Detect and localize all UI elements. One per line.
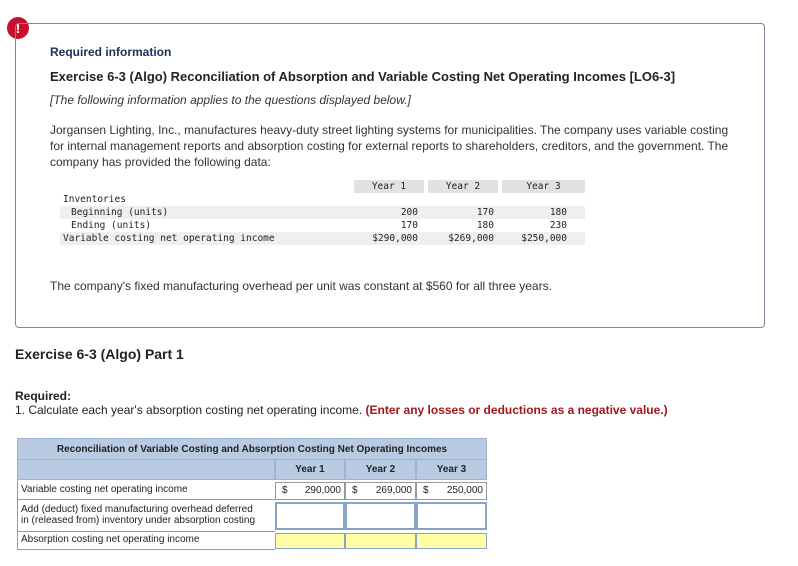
row-label: Beginning (units) xyxy=(71,207,169,218)
column-header-year-3: Year 3 xyxy=(502,180,585,193)
table-row xyxy=(60,219,585,232)
reconciliation-header-blank xyxy=(17,460,275,480)
variable-income-year-1 xyxy=(275,482,345,500)
recon-column-year-2: Year 2 xyxy=(345,460,416,480)
label-line-2: in (released from) inventory under absorption costing xyxy=(21,515,256,526)
recon-column-year-1: Year 1 xyxy=(275,460,345,480)
alert-icon: ! xyxy=(7,17,29,39)
overhead-note: The company's fixed manufacturing overhead per unit was constant at $560 for all three years. xyxy=(50,279,552,293)
company-description: Jorgansen Lighting, Inc., manufactures heavy-duty street lighting systems for municipalities. The company uses variable costing for internal management reports and absorption costing for external reports to shareholders, creditors, and the government. The company has provided the following data: xyxy=(50,123,729,169)
cell-value: $290,000 xyxy=(372,233,418,244)
absorption-income-year-1[interactable] xyxy=(275,533,345,549)
required-information-heading: Required information xyxy=(50,45,172,59)
reconciliation-title: Reconciliation of Variable Costing and Absorption Costing Net Operating Incomes xyxy=(17,438,487,460)
recon-row-label-overhead-deferred xyxy=(17,500,275,532)
table-row xyxy=(60,206,585,219)
table-header-row xyxy=(60,180,585,193)
absorption-income-year-3[interactable] xyxy=(416,533,487,549)
variable-income-year-3 xyxy=(416,482,487,500)
overhead-deferred-input-year-1[interactable] xyxy=(275,502,345,530)
cell-value: 200 xyxy=(400,207,418,218)
variable-income-year-2 xyxy=(345,482,416,500)
cell-value: 180 xyxy=(476,220,494,231)
currency-symbol: $ xyxy=(423,485,429,496)
cell-value: $269,000 xyxy=(448,233,494,244)
info-note: [The following information applies to the questions displayed below.] xyxy=(50,93,411,107)
cell-value: 230 xyxy=(549,220,567,231)
row-label: Inventories xyxy=(63,194,126,205)
row-label: Variable costing net operating income xyxy=(63,233,275,244)
label-line-1: Add (deduct) fixed manufacturing overhead deferred xyxy=(21,504,253,515)
table-row xyxy=(60,193,585,206)
inventory-data-table xyxy=(60,180,585,245)
amount: 250,000 xyxy=(446,485,483,496)
recon-column-year-3: Year 3 xyxy=(416,460,487,480)
overhead-deferred-input-year-3[interactable] xyxy=(416,502,487,530)
part-title: Exercise 6-3 (Algo) Part 1 xyxy=(15,346,184,362)
column-header-year-2: Year 2 xyxy=(428,180,498,193)
table-row xyxy=(60,232,585,245)
overhead-deferred-input-year-2[interactable] xyxy=(345,502,416,530)
cell-value: $250,000 xyxy=(521,233,567,244)
cell-value: 180 xyxy=(549,207,567,218)
question-main: 1. Calculate each year's absorption costing net operating income. xyxy=(15,403,363,417)
amount: 269,000 xyxy=(375,485,412,496)
currency-symbol: $ xyxy=(352,485,358,496)
amount: 290,000 xyxy=(304,485,341,496)
required-label: Required: xyxy=(15,389,72,403)
exercise-title: Exercise 6-3 (Algo) Reconciliation of Absorption and Variable Costing Net Operating Incomes [LO6-3] xyxy=(50,69,676,84)
row-label: Ending (units) xyxy=(71,220,152,231)
currency-symbol: $ xyxy=(282,485,288,496)
cell-value: 170 xyxy=(400,220,418,231)
recon-row-label-variable: Variable costing net operating income xyxy=(17,480,275,500)
cell-value: 170 xyxy=(476,207,494,218)
question-instruction: (Enter any losses or deductions as a negative value.) xyxy=(365,403,668,417)
absorption-income-year-2[interactable] xyxy=(345,533,416,549)
recon-row-label-absorption: Absorption costing net operating income xyxy=(17,532,275,550)
question-text xyxy=(15,403,668,417)
required-information-panel xyxy=(15,23,765,328)
column-header-year-1: Year 1 xyxy=(354,180,424,193)
